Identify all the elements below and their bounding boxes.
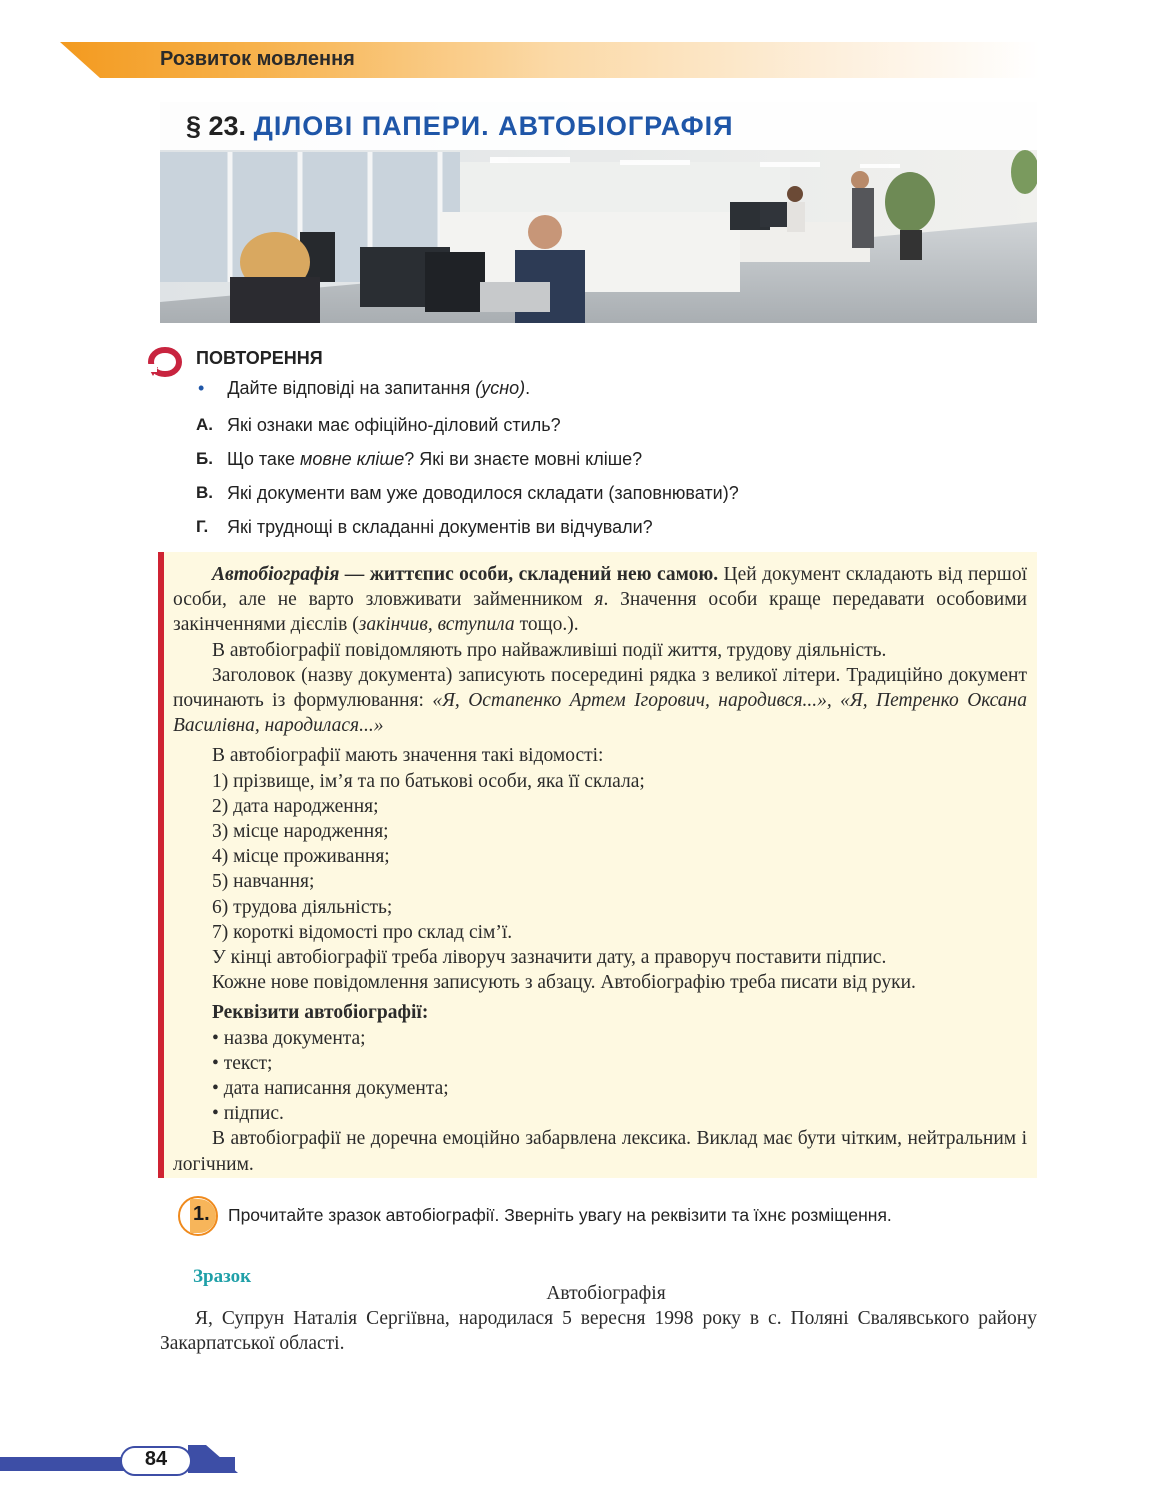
list-item: 6) трудова діяльність; bbox=[212, 896, 393, 918]
section-label: Розвиток мовлення bbox=[160, 48, 355, 70]
question-letter: В. bbox=[196, 483, 213, 502]
question-b bbox=[196, 449, 643, 469]
sample-title: Автобіографія bbox=[546, 1283, 666, 1304]
paragraph-number: § 23. bbox=[186, 111, 247, 141]
list-item: • підпис. bbox=[212, 1103, 284, 1125]
question-text: Які документи вам уже доводилося складати (заповнювати)? bbox=[227, 483, 739, 503]
theory-paragraph: Заголовок (назву документа) записують посередині рядка з великої літери. Традиційно документ починають із формулювання: «Я, Остапенко Артем Ігорович, народився...», «Я, Петренко Оксана Василівна, народилася...» bbox=[173, 664, 1027, 737]
exercise-text: Прочитайте зразок автобіографії. Зверніть увагу на реквізити та їхнє розміщення. bbox=[228, 1205, 892, 1225]
page-number: 84 bbox=[144, 1448, 168, 1470]
question-letter: Г. bbox=[196, 517, 209, 536]
question-text: Які ознаки має офіційно-діловий стиль? bbox=[227, 415, 561, 435]
theory-paragraph: В автобіографії не доречна емоційно забарвлена лексика. Виклад має бути чітким, нейтральним і логічним. bbox=[173, 1128, 1027, 1175]
paragraph-title: ДІЛОВІ ПАПЕРИ. АВТОБІОГРАФІЯ bbox=[253, 111, 734, 141]
requisites-heading: Реквізити автобіографії: bbox=[212, 1002, 429, 1024]
repeat-icon bbox=[148, 347, 182, 377]
list-item: 1) прізвище, ім’я та по батькові особи, яка її склала; bbox=[212, 770, 645, 792]
sample-body: Я, Супрун Наталія Сергіївна, народилася 5 вересня 1998 року в с. Поляні Свалявського району Закарпатської області. bbox=[160, 1308, 1037, 1354]
question-letter: А. bbox=[196, 415, 213, 434]
theory-paragraph: В автобіографії мають значення такі відомості: bbox=[212, 745, 604, 767]
list-item: 2) дата народження; bbox=[212, 795, 379, 817]
hero-image bbox=[160, 102, 1037, 323]
page-title bbox=[160, 102, 1037, 150]
bullet-icon: • bbox=[198, 378, 205, 398]
list-item: • дата написання документа; bbox=[212, 1078, 449, 1100]
repetition-heading: ПОВТОРЕННЯ bbox=[196, 348, 323, 368]
list-item: 3) місце народження; bbox=[212, 821, 389, 843]
theory-paragraph: У кінці автобіографії треба ліворуч зазначити дату, а праворуч поставити підпис. bbox=[212, 947, 887, 969]
sample-label: Зразок bbox=[193, 1266, 252, 1287]
list-item: 4) місце проживання; bbox=[212, 846, 390, 868]
instruction-line: • Дайте відповіді на запитання (усно). bbox=[198, 378, 531, 398]
question-a bbox=[196, 415, 561, 435]
question-text: Які труднощі в складанні документів ви відчували? bbox=[227, 517, 653, 537]
definition-paragraph: Автобіографія — життєпис особи, складений нею самою. Цей документ складають від першої особи, але не варто зловживати займенником я. Значення особи краще передавати особовими закінченнями дієслів (закінчив, вступила тощо.). bbox=[173, 564, 1027, 636]
list-item: • назва документа; bbox=[212, 1027, 366, 1049]
theory-paragraph: Кожне нове повідомлення записують з абзацу. Автобіографію треба писати від руки. bbox=[212, 972, 916, 994]
list-item: 5) навчання; bbox=[212, 871, 315, 893]
question-letter: Б. bbox=[196, 449, 213, 468]
theory-paragraph: В автобіографії повідомляють про найважливіші події життя, трудову діяльність. bbox=[212, 639, 887, 661]
footer-arrow-icon bbox=[188, 1445, 238, 1485]
list-item: 7) короткі відомості про склад сім’ї. bbox=[212, 921, 513, 943]
question-text: Що таке мовне кліше? Які ви знаєте мовні кліше? bbox=[227, 449, 643, 469]
instruction-note: (усно) bbox=[475, 378, 526, 398]
exercise-number: 1. bbox=[193, 1203, 210, 1225]
question-c bbox=[196, 483, 739, 503]
instruction-text: Дайте відповіді на запитання bbox=[227, 378, 471, 398]
list-item: • текст; bbox=[212, 1052, 273, 1074]
question-d bbox=[196, 517, 653, 537]
theory-text bbox=[173, 562, 1027, 1177]
